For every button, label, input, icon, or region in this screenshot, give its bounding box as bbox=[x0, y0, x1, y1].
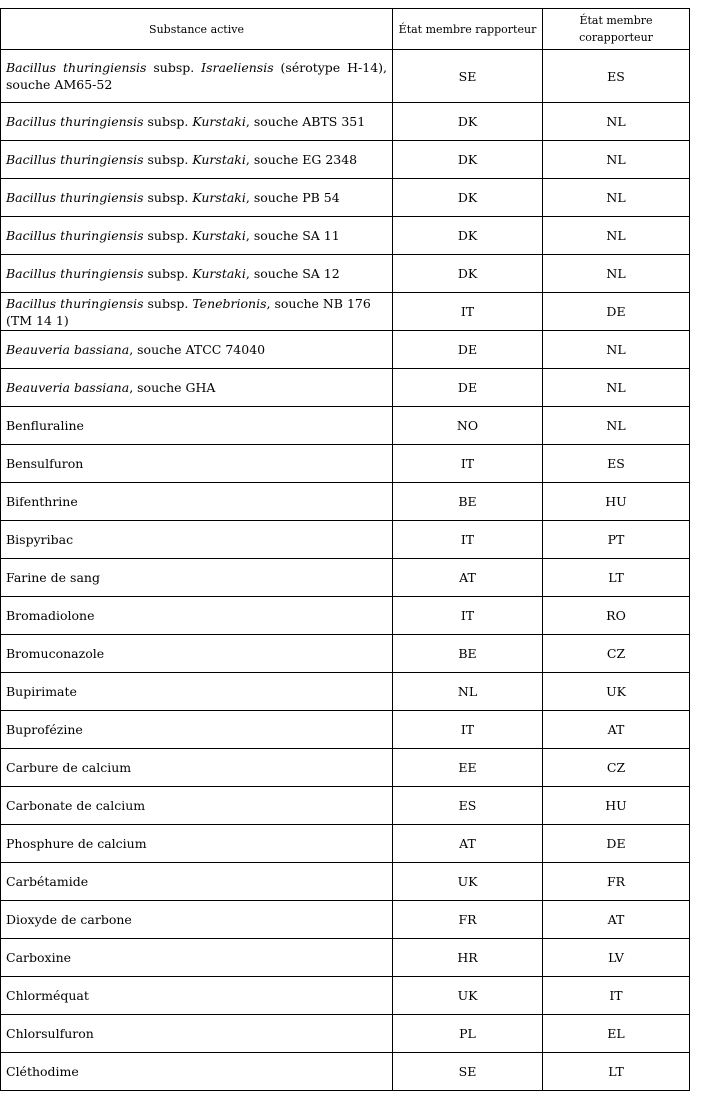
substance-name-italic: Bacillus thuringiensis bbox=[6, 266, 144, 281]
cell-rapporteur: DE bbox=[393, 331, 543, 369]
cell-corapporteur: NL bbox=[543, 103, 690, 141]
cell-corapporteur: CZ bbox=[543, 749, 690, 787]
substance-name-italic: Bacillus thuringiensis bbox=[6, 190, 144, 205]
table-row bbox=[1, 939, 690, 977]
cell-rapporteur: IT bbox=[393, 445, 543, 483]
substance-name-text: Benfluraline bbox=[6, 418, 84, 433]
table-row bbox=[1, 217, 690, 255]
substance-name-text: subsp. bbox=[143, 190, 193, 205]
substance-name-text: Phosphure de calcium bbox=[6, 836, 147, 851]
cell-substance bbox=[1, 217, 393, 255]
substance-name-text: Chlorméquat bbox=[6, 988, 89, 1003]
cell-substance bbox=[1, 179, 393, 217]
substance-name-text: , souche ABTS 351 bbox=[245, 114, 366, 129]
cell-rapporteur: DE bbox=[393, 369, 543, 407]
substance-name-text: Carbonate de calcium bbox=[6, 798, 146, 813]
substance-name-italic: Bacillus thuringiensis bbox=[6, 228, 144, 243]
header-substance: Substance active bbox=[1, 9, 393, 50]
cell-corapporteur: UK bbox=[543, 673, 690, 711]
cell-rapporteur: DK bbox=[393, 103, 543, 141]
cell-rapporteur: HR bbox=[393, 939, 543, 977]
cell-corapporteur: HU bbox=[543, 483, 690, 521]
table-row bbox=[1, 1015, 690, 1053]
substance-name-italic: Bacillus thuringiensis bbox=[6, 60, 147, 75]
table-row bbox=[1, 711, 690, 749]
cell-corapporteur: LV bbox=[543, 939, 690, 977]
substance-name-italic: Kurstaki bbox=[192, 152, 246, 167]
cell-rapporteur: UK bbox=[393, 977, 543, 1015]
table-row bbox=[1, 369, 690, 407]
cell-corapporteur: NL bbox=[543, 179, 690, 217]
cell-rapporteur: NO bbox=[393, 407, 543, 445]
cell-substance bbox=[1, 369, 393, 407]
cell-rapporteur: DK bbox=[393, 255, 543, 293]
substance-name-text: , souche GHA bbox=[129, 380, 216, 395]
substance-name-text: Dioxyde de carbone bbox=[6, 912, 132, 927]
substance-name-italic: Kurstaki bbox=[192, 228, 246, 243]
cell-substance bbox=[1, 407, 393, 445]
cell-corapporteur: NL bbox=[543, 141, 690, 179]
table-row bbox=[1, 749, 690, 787]
cell-corapporteur: PT bbox=[543, 521, 690, 559]
substances-table bbox=[0, 8, 690, 1091]
cell-corapporteur: AT bbox=[543, 901, 690, 939]
substance-name-text: subsp. bbox=[143, 152, 193, 167]
cell-rapporteur: SE bbox=[393, 1053, 543, 1091]
cell-rapporteur: AT bbox=[393, 559, 543, 597]
cell-corapporteur: DE bbox=[543, 293, 690, 331]
substance-name-text: subsp. bbox=[143, 228, 193, 243]
substance-name-italic: Beauveria bassiana bbox=[6, 342, 130, 357]
cell-corapporteur: NL bbox=[543, 255, 690, 293]
cell-substance bbox=[1, 103, 393, 141]
substance-name-italic: Kurstaki bbox=[192, 266, 246, 281]
cell-rapporteur: ES bbox=[393, 787, 543, 825]
substance-name-text: subsp. bbox=[143, 295, 193, 311]
substance-name-italic: Tenebrionis bbox=[192, 295, 267, 311]
cell-corapporteur: FR bbox=[543, 863, 690, 901]
substance-name-text: , souche PB 54 bbox=[245, 190, 340, 205]
substance-name-italic: Bacillus thuringiensis bbox=[6, 295, 144, 311]
cell-rapporteur: FR bbox=[393, 901, 543, 939]
header-corapporteur: État membre corapporteur bbox=[543, 9, 690, 50]
cell-substance bbox=[1, 141, 393, 179]
substance-name-italic: Kurstaki bbox=[192, 190, 246, 205]
cell-corapporteur: RO bbox=[543, 597, 690, 635]
substance-name-text: , souche ATCC 74040 bbox=[129, 342, 266, 357]
table-row bbox=[1, 331, 690, 369]
table-body bbox=[1, 50, 690, 1091]
cell-rapporteur: EE bbox=[393, 749, 543, 787]
cell-substance bbox=[1, 673, 393, 711]
cell-rapporteur: SE bbox=[393, 50, 543, 103]
table-row bbox=[1, 50, 690, 103]
substance-name-text: , souche SA 11 bbox=[245, 228, 340, 243]
substance-name-text: , souche NB 176 (TM 14 1) bbox=[6, 295, 371, 328]
header-row bbox=[1, 9, 690, 50]
substance-name-text: subsp. bbox=[143, 114, 193, 129]
substance-name-text: , souche EG 2348 bbox=[245, 152, 358, 167]
substance-name-italic: Bacillus thuringiensis bbox=[6, 152, 144, 167]
cell-corapporteur: ES bbox=[543, 445, 690, 483]
table-header bbox=[1, 9, 690, 50]
cell-corapporteur: AT bbox=[543, 711, 690, 749]
table-row bbox=[1, 407, 690, 445]
cell-substance bbox=[1, 901, 393, 939]
substance-name-text: Bensulfuron bbox=[6, 456, 84, 471]
substance-name-text: Bispyribac bbox=[6, 532, 74, 547]
substance-name-text: Carboxine bbox=[6, 950, 72, 965]
cell-rapporteur: BE bbox=[393, 483, 543, 521]
cell-rapporteur: DK bbox=[393, 217, 543, 255]
cell-substance bbox=[1, 825, 393, 863]
substance-name-text: Cléthodime bbox=[6, 1064, 79, 1079]
cell-substance bbox=[1, 1053, 393, 1091]
table-row bbox=[1, 483, 690, 521]
cell-corapporteur: CZ bbox=[543, 635, 690, 673]
substance-name-text: Bromuconazole bbox=[6, 646, 105, 661]
substance-name-italic: Beauveria bassiana bbox=[6, 380, 130, 395]
cell-corapporteur: NL bbox=[543, 217, 690, 255]
substance-name-text: Carbure de calcium bbox=[6, 760, 132, 775]
cell-corapporteur: DE bbox=[543, 825, 690, 863]
header-rapporteur: État membre rapporteur bbox=[393, 9, 543, 50]
cell-corapporteur: ES bbox=[543, 50, 690, 103]
cell-rapporteur: DK bbox=[393, 141, 543, 179]
cell-substance bbox=[1, 50, 393, 103]
cell-substance bbox=[1, 559, 393, 597]
cell-corapporteur: EL bbox=[543, 1015, 690, 1053]
substance-name-text: Carbétamide bbox=[6, 874, 89, 889]
table-row bbox=[1, 863, 690, 901]
substance-name-text: Farine de sang bbox=[6, 570, 100, 585]
cell-substance bbox=[1, 749, 393, 787]
table-row bbox=[1, 597, 690, 635]
cell-substance bbox=[1, 331, 393, 369]
cell-rapporteur: BE bbox=[393, 635, 543, 673]
table-row bbox=[1, 293, 690, 331]
table-row bbox=[1, 977, 690, 1015]
cell-corapporteur: NL bbox=[543, 369, 690, 407]
cell-substance bbox=[1, 787, 393, 825]
substance-name-italic: Israeliensis bbox=[201, 60, 274, 75]
table-row bbox=[1, 521, 690, 559]
table-row bbox=[1, 1053, 690, 1091]
cell-rapporteur: IT bbox=[393, 711, 543, 749]
table-row bbox=[1, 635, 690, 673]
table-row bbox=[1, 255, 690, 293]
table-row bbox=[1, 559, 690, 597]
cell-rapporteur: IT bbox=[393, 521, 543, 559]
cell-substance bbox=[1, 483, 393, 521]
substance-name-text: Chlorsulfuron bbox=[6, 1026, 94, 1041]
cell-substance bbox=[1, 597, 393, 635]
table-row bbox=[1, 787, 690, 825]
cell-rapporteur: UK bbox=[393, 863, 543, 901]
cell-corapporteur: NL bbox=[543, 331, 690, 369]
cell-substance bbox=[1, 635, 393, 673]
cell-substance bbox=[1, 255, 393, 293]
cell-rapporteur: AT bbox=[393, 825, 543, 863]
substance-name-text: Bupirimate bbox=[6, 684, 77, 699]
substance-name-text: (sérotype H-14), souche AM65-52 bbox=[6, 60, 387, 92]
cell-rapporteur: NL bbox=[393, 673, 543, 711]
substance-name-text: subsp. bbox=[143, 266, 193, 281]
substance-name-text: Bifenthrine bbox=[6, 494, 78, 509]
cell-corapporteur: NL bbox=[543, 407, 690, 445]
cell-corapporteur: LT bbox=[543, 1053, 690, 1091]
cell-substance bbox=[1, 521, 393, 559]
substance-name-text: , souche SA 12 bbox=[245, 266, 340, 281]
table-row bbox=[1, 445, 690, 483]
substance-name-text: Buprofézine bbox=[6, 722, 83, 737]
substance-name-italic: Kurstaki bbox=[192, 114, 246, 129]
table-row bbox=[1, 825, 690, 863]
cell-rapporteur: PL bbox=[393, 1015, 543, 1053]
table-row bbox=[1, 179, 690, 217]
cell-substance bbox=[1, 863, 393, 901]
substance-name-text: subsp. bbox=[146, 60, 202, 75]
substance-name-text: Bromadiolone bbox=[6, 608, 95, 623]
cell-corapporteur: IT bbox=[543, 977, 690, 1015]
cell-corapporteur: LT bbox=[543, 559, 690, 597]
cell-corapporteur: HU bbox=[543, 787, 690, 825]
cell-rapporteur: IT bbox=[393, 597, 543, 635]
cell-substance bbox=[1, 939, 393, 977]
cell-substance bbox=[1, 1015, 393, 1053]
table-row bbox=[1, 901, 690, 939]
cell-rapporteur: DK bbox=[393, 179, 543, 217]
cell-rapporteur: IT bbox=[393, 293, 543, 331]
table-row bbox=[1, 103, 690, 141]
table-row bbox=[1, 141, 690, 179]
cell-substance bbox=[1, 711, 393, 749]
substance-name-italic: Bacillus thuringiensis bbox=[6, 114, 144, 129]
table-row bbox=[1, 673, 690, 711]
cell-substance bbox=[1, 977, 393, 1015]
cell-substance bbox=[1, 445, 393, 483]
cell-substance bbox=[1, 293, 393, 331]
